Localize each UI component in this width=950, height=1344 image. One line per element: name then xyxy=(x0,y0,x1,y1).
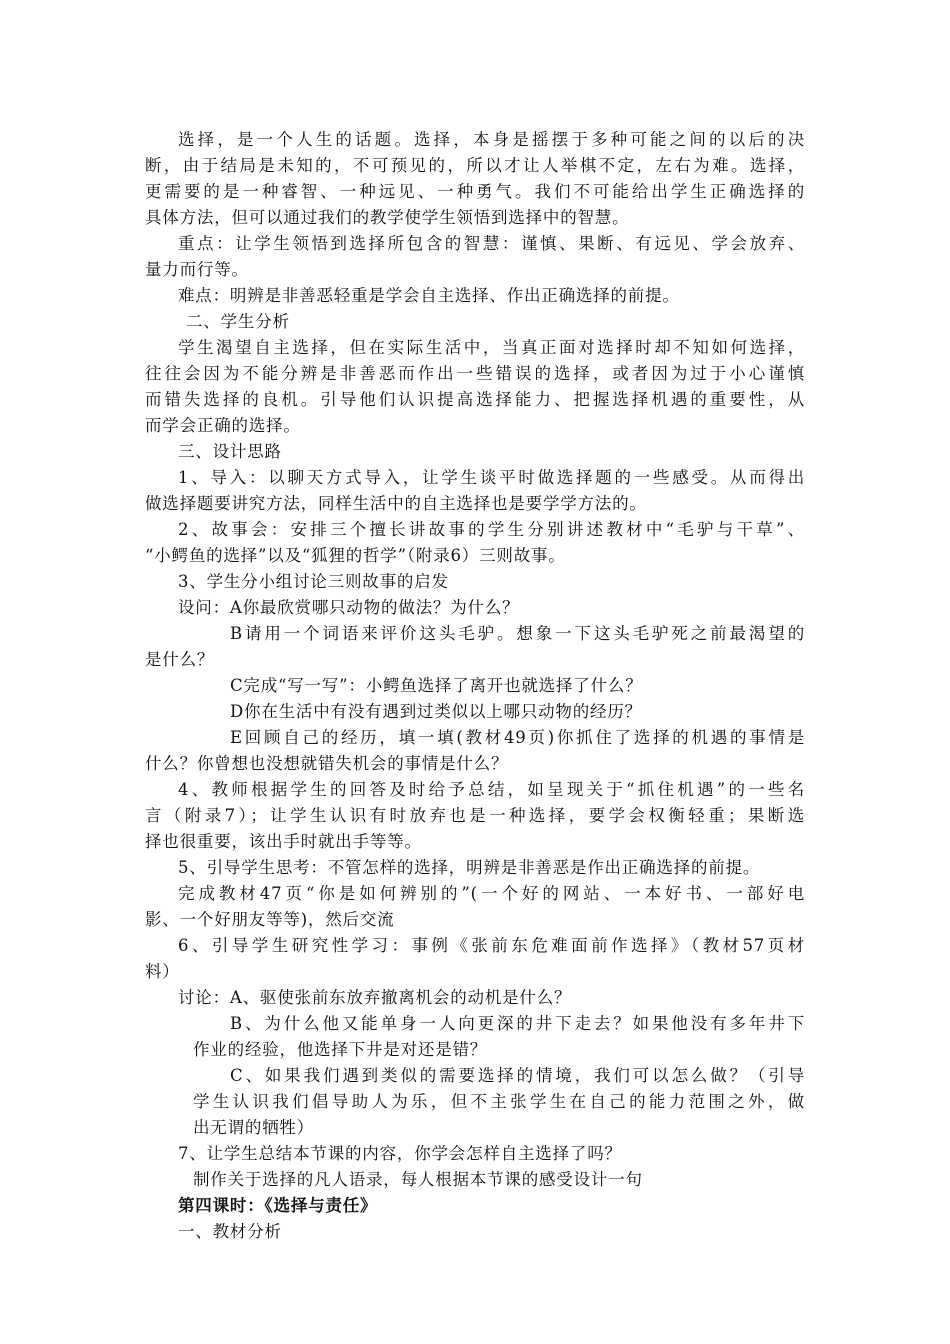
text-line: 6、引导学生研究性学习：事例《张前东危难面前作选择》（教材57页材 xyxy=(178,936,805,955)
text-line: 作业的经验，他选择下井是对还是错？ xyxy=(193,1040,488,1059)
text-line: 重点：让学生领悟到选择所包含的智慧：谨慎、果断、有远见、学会放弃、 xyxy=(178,234,805,253)
text-line: B请用一个词语来评价这头毛驴。想象一下这头毛驴死之前最渴望的 xyxy=(230,624,805,643)
text-line: 往往会因为不能分辨是非善恶而作出一些错误的选择，或者因为过于小心谨慎 xyxy=(145,364,805,383)
text-line: 学生渴望自主选择，但在实际生活中，当真正面对选择时却不知如何选择， xyxy=(178,338,805,357)
text-line: 3、学生分小组讨论三则故事的启发 xyxy=(178,572,449,591)
text-line: 三、设计思路 xyxy=(178,442,282,461)
text-line: 学生认识我们倡导助人为乐，但不主张学生在自己的能力范围之外，做 xyxy=(193,1092,805,1111)
text-line: 量力而行等。 xyxy=(145,260,249,279)
text-line: 影、一个好朋友等等)，然后交流 xyxy=(145,910,395,929)
text-line: 什么？你曾想也没想就错失机会的事情是什么？ xyxy=(145,754,509,773)
text-line: 制作关于选择的凡人语录，每人根据本节课的感受设计一句 xyxy=(193,1170,643,1189)
text-line: 更需要的是一种睿智、一种远见、一种勇气。我们不可能给出学生正确选择的 xyxy=(145,182,805,201)
text-line: “小鳄鱼的选择”以及“狐狸的哲学”（附录6）三则故事。 xyxy=(145,546,566,565)
text-line: 4、教师根据学生的回答及时给予总结，如呈现关于“抓住机遇”的一些名 xyxy=(178,780,805,799)
text-line: 而错失选择的良机。引导他们认识提高选择能力、把握选择机遇的重要性，从 xyxy=(145,390,805,409)
text-line: 7、让学生总结本节课的内容，你学会怎样自主选择了吗？ xyxy=(178,1144,622,1163)
text-line: C完成“写一写”：小鳄鱼选择了离开也就选择了什么？ xyxy=(230,676,643,695)
text-line: 断，由于结局是未知的，不可预见的，所以才让人举棋不定，左右为难。选择， xyxy=(145,156,805,175)
text-line: 择也很重要，该出手时就出手等等。 xyxy=(145,832,422,851)
text-line: 5、引导学生思考：不管怎样的选择，明辨是非善恶是作出正确选择的前提。 xyxy=(178,858,761,877)
text-line: 1、导入：以聊天方式导入，让学生谈平时做选择题的一些感受。从而得出 xyxy=(178,468,805,487)
text-line: 2、故事会：安排三个擅长讲故事的学生分别讲述教材中“毛驴与干草”、 xyxy=(178,520,805,539)
text-line: 设问：A你最欣赏哪只动物的做法？为什么？ xyxy=(178,598,520,617)
text-line: 难点：明辨是非善恶轻重是学会自主选择、作出正确选择的前提。 xyxy=(178,286,680,305)
text-line: 出无谓的牺牲） xyxy=(193,1118,315,1137)
text-line: 二、学生分析 xyxy=(186,312,290,331)
text-line: C、如果我们遇到类似的需要选择的情境，我们可以怎么做？（引导 xyxy=(230,1066,805,1085)
text-line: 具体方法，但可以通过我们的教学使学生领悟到选择中的智慧。 xyxy=(145,208,630,227)
text-line: 一、教材分析 xyxy=(178,1222,282,1241)
text-line: B、为什么他又能单身一人向更深的井下走去？如果他没有多年井下 xyxy=(230,1014,805,1033)
text-line: 选择，是一个人生的话题。选择，本身是摇摆于多种可能之间的以后的决 xyxy=(178,130,805,149)
text-line: 言（附录7）；让学生认识有时放弃也是一种选择，要学会权衡轻重；果断选 xyxy=(145,806,805,825)
text-line: 做选择题要讲究方法，同样生活中的自主选择也是要学学方法的。 xyxy=(145,494,647,513)
text-line: E回顾自己的经历，填一填(教材49页)你抓住了选择的机遇的事情是 xyxy=(230,728,805,747)
text-line: 而学会正确的选择。 xyxy=(145,416,301,435)
text-line: 讨论：A、驱使张前东放弃撤离机会的动机是什么？ xyxy=(178,988,572,1007)
text-line: 料） xyxy=(145,962,180,981)
text-line: 完成教材47页“你是如何辨别的”(一个好的网站、一本好书、一部好电 xyxy=(178,884,805,903)
section-heading: 第四课时：《选择与责任》 xyxy=(178,1196,378,1215)
text-line: 是什么？ xyxy=(145,650,215,669)
text-line: D你在生活中有没有遇到过类似以上哪只动物的经历？ xyxy=(230,702,642,721)
